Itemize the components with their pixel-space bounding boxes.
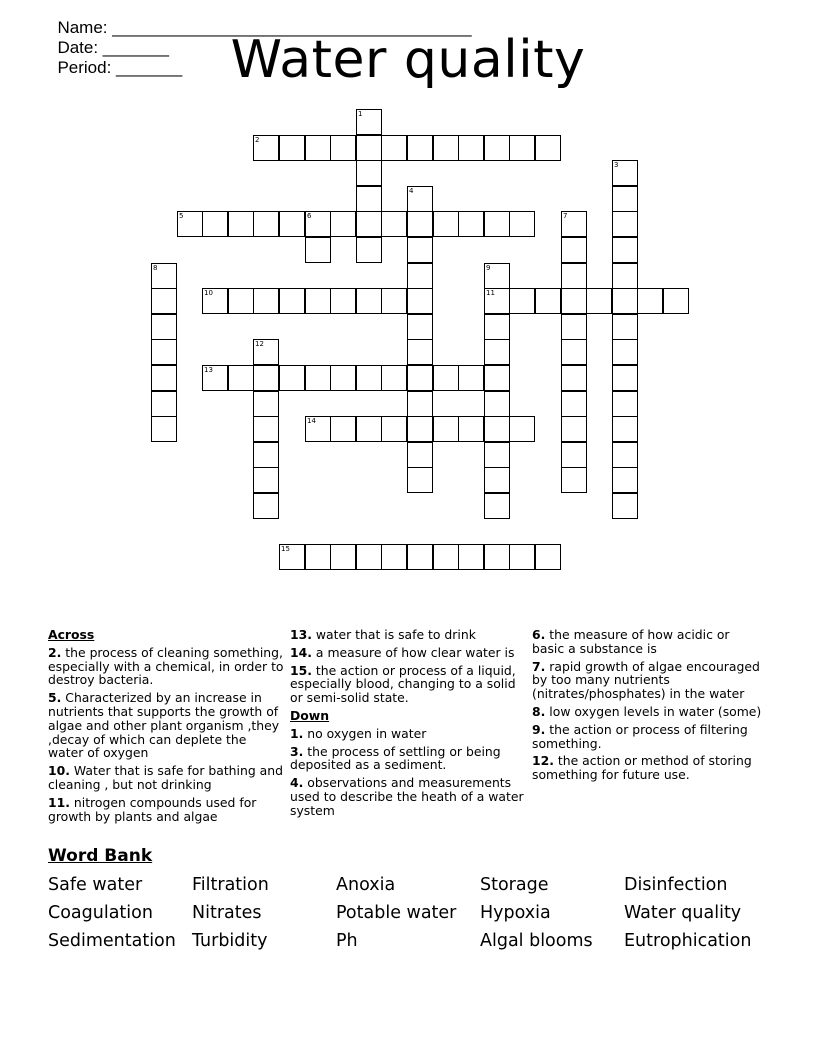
word-bank	[48, 874, 788, 953]
crossword-cell[interactable]	[381, 416, 407, 442]
crossword-cell[interactable]	[202, 211, 228, 237]
crossword-cell[interactable]	[356, 135, 382, 161]
crossword-cell[interactable]	[458, 416, 484, 442]
clue-number: 11	[486, 289, 495, 297]
crossword-cell[interactable]	[253, 365, 279, 391]
crossword-cell[interactable]	[561, 365, 587, 391]
crossword-cell[interactable]	[356, 237, 382, 263]
across-heading: Across	[48, 627, 95, 642]
clue-down-3: 3. the process of settling or being deposited as a sediment.	[290, 743, 501, 773]
clue-down-1: 1. no oxygen in water	[290, 725, 427, 741]
crossword-cell[interactable]	[612, 288, 638, 314]
crossword-cell[interactable]	[612, 263, 638, 289]
clue-across-10: 10. Water that is safe for bathing and cleaning , but not drinking	[48, 763, 283, 792]
crossword-cell[interactable]	[330, 365, 356, 391]
clue-number: 5	[179, 212, 184, 220]
crossword-cell[interactable]	[330, 288, 356, 314]
clue-down-6: 6. the measure of how acidic or basic a substance is	[532, 627, 730, 656]
crossword-cell[interactable]	[484, 493, 510, 519]
crossword-cell[interactable]	[228, 365, 254, 391]
clue-down-12: 12. the action or method of storing something for future use.	[532, 753, 752, 783]
word-bank-item: Eutrophication	[624, 931, 752, 951]
crossword-cell[interactable]	[484, 442, 510, 468]
crossword-cell[interactable]	[151, 416, 177, 442]
word-bank-item: Water quality	[624, 903, 742, 923]
crossword-cell[interactable]	[151, 339, 177, 365]
word-bank-item: Anoxia	[336, 875, 396, 895]
crossword-cell[interactable]	[253, 211, 279, 237]
word-bank-item: Ph	[336, 931, 358, 951]
crossword-cell[interactable]	[561, 263, 587, 289]
crossword-cell[interactable]	[381, 211, 407, 237]
crossword-cell[interactable]	[253, 467, 279, 493]
clue-across-14: 14. a measure of how clear water is	[290, 644, 515, 660]
crossword-cell[interactable]	[253, 416, 279, 442]
crossword-cell[interactable]	[561, 416, 587, 442]
clue-number: 15	[281, 545, 290, 553]
crossword-cell[interactable]	[458, 211, 484, 237]
crossword-cell[interactable]	[637, 288, 663, 314]
crossword-cell[interactable]	[228, 288, 254, 314]
crossword-cell[interactable]	[433, 135, 459, 161]
page-title: Water quality	[230, 30, 586, 90]
word-bank-item: Disinfection	[624, 875, 728, 895]
crossword-cell[interactable]	[305, 288, 331, 314]
crossword-cell[interactable]	[356, 365, 382, 391]
crossword-cell[interactable]	[305, 544, 331, 570]
word-bank-title: Word Bank	[48, 846, 153, 866]
crossword-cell[interactable]	[509, 211, 535, 237]
crossword-cell[interactable]	[612, 186, 638, 212]
crossword-cell[interactable]	[561, 442, 587, 468]
clues-column-3	[532, 628, 762, 786]
crossword-cell[interactable]	[253, 391, 279, 417]
clue-number: 14	[307, 417, 316, 425]
crossword-cell[interactable]	[407, 288, 433, 314]
crossword-cell[interactable]	[407, 211, 433, 237]
clue-across-15: 15. the action or process of a liquid, especially blood, changing to a solid or semi-solid state.	[290, 662, 516, 706]
crossword-cell[interactable]	[407, 339, 433, 365]
crossword-cell[interactable]	[561, 339, 587, 365]
word-bank-item: Potable water	[336, 903, 457, 923]
crossword-cell[interactable]	[612, 442, 638, 468]
clues-column-2	[290, 628, 526, 822]
crossword-cell[interactable]	[561, 288, 587, 314]
crossword-cell[interactable]	[612, 493, 638, 519]
crossword-cell[interactable]	[356, 416, 382, 442]
crossword-cell[interactable]	[279, 211, 305, 237]
clue-number: 10	[204, 289, 213, 297]
crossword-cell[interactable]	[253, 442, 279, 468]
clue-number: 7	[563, 212, 568, 220]
crossword-cell[interactable]	[381, 288, 407, 314]
crossword-cell[interactable]	[535, 288, 561, 314]
down-heading: Down	[290, 707, 330, 723]
crossword-cell[interactable]	[484, 314, 510, 340]
crossword-cell[interactable]	[612, 211, 638, 237]
clue-number: 1	[358, 110, 363, 118]
clue-number: 8	[153, 264, 158, 272]
crossword-cell[interactable]	[612, 339, 638, 365]
crossword-cell[interactable]	[151, 365, 177, 391]
crossword-cell[interactable]	[663, 288, 689, 314]
crossword-cell[interactable]	[509, 416, 535, 442]
date-field[interactable]: Date: _______	[57, 38, 169, 57]
crossword-cell[interactable]	[356, 288, 382, 314]
crossword-cell[interactable]	[433, 211, 459, 237]
crossword-cell[interactable]	[612, 237, 638, 263]
word-bank-item: Algal blooms	[480, 931, 593, 951]
crossword-cell[interactable]	[458, 544, 484, 570]
crossword-cell[interactable]	[356, 544, 382, 570]
crossword-cell[interactable]	[253, 288, 279, 314]
crossword-cell[interactable]	[305, 237, 331, 263]
clue-down-8: 8. low oxygen levels in water (some)	[532, 703, 762, 719]
crossword-cell[interactable]	[484, 467, 510, 493]
crossword-cell[interactable]	[279, 288, 305, 314]
crossword-cell[interactable]	[509, 544, 535, 570]
clue-number: 12	[255, 340, 264, 348]
crossword-cell[interactable]	[535, 135, 561, 161]
crossword-cell[interactable]	[484, 416, 510, 442]
crossword-cell[interactable]	[407, 442, 433, 468]
crossword-cell[interactable]	[407, 365, 433, 391]
clues-column-1	[48, 628, 284, 827]
crossword-cell[interactable]	[484, 391, 510, 417]
crossword-cell[interactable]	[484, 365, 510, 391]
crossword-cell[interactable]	[330, 135, 356, 161]
crossword-cell[interactable]	[561, 237, 587, 263]
crossword-cell[interactable]	[279, 135, 305, 161]
clue-number: 4	[409, 187, 414, 195]
crossword-cell[interactable]	[407, 237, 433, 263]
crossword-cell[interactable]	[228, 211, 254, 237]
clue-across-2: 2. the process of cleaning something, especially with a chemical, in order to destroy bacteria.	[48, 644, 284, 688]
crossword-cell[interactable]	[535, 544, 561, 570]
clue-number: 2	[255, 136, 260, 144]
crossword-cell[interactable]	[612, 467, 638, 493]
crossword-cell[interactable]	[407, 544, 433, 570]
clue-number: 3	[614, 161, 619, 169]
crossword-cell[interactable]	[458, 365, 484, 391]
crossword-cell[interactable]	[330, 211, 356, 237]
crossword-cell[interactable]	[612, 416, 638, 442]
word-bank-item: Filtration	[192, 875, 269, 895]
crossword-cell[interactable]	[356, 160, 382, 186]
clue-number: 6	[307, 212, 312, 220]
clue-down-7: 7. rapid growth of algae encouraged by too many nutrients (nitrates/phosphates) in the water	[532, 658, 760, 702]
name-field[interactable]: Name: ______________________________________	[57, 18, 472, 37]
word-bank-item: Safe water	[48, 875, 143, 895]
crossword-cell[interactable]	[407, 391, 433, 417]
crossword-cell[interactable]	[484, 135, 510, 161]
crossword-cell[interactable]	[305, 135, 331, 161]
period-field[interactable]: Period: _______	[57, 58, 183, 77]
crossword-cell[interactable]	[407, 314, 433, 340]
crossword-cell[interactable]	[561, 467, 587, 493]
word-bank-item: Hypoxia	[480, 903, 551, 923]
crossword-cell[interactable]	[151, 391, 177, 417]
crossword-cell[interactable]	[305, 365, 331, 391]
crossword-cell[interactable]	[253, 493, 279, 519]
clue-down-4: 4. observations and measurements used to describe the heath of a water system	[290, 775, 524, 818]
crossword-cell[interactable]	[407, 467, 433, 493]
clue-down-9: 9. the action or process of filtering something.	[532, 721, 748, 751]
word-bank-item: Nitrates	[192, 903, 262, 923]
crossword-cell[interactable]	[484, 339, 510, 365]
crossword-cell[interactable]	[356, 211, 382, 237]
crossword-cell[interactable]	[356, 186, 382, 212]
crossword-cell[interactable]	[381, 544, 407, 570]
crossword-cell[interactable]	[381, 135, 407, 161]
crossword-cell[interactable]	[484, 544, 510, 570]
clue-across-13: 13. water that is safe to drink	[290, 627, 476, 642]
crossword-cell[interactable]	[279, 365, 305, 391]
crossword-cell[interactable]	[151, 314, 177, 340]
crossword-cell[interactable]	[612, 365, 638, 391]
crossword-cell[interactable]	[407, 135, 433, 161]
crossword-cell[interactable]	[509, 135, 535, 161]
word-bank-item: Sedimentation	[48, 931, 176, 951]
crossword-cell[interactable]	[561, 391, 587, 417]
crossword-cell[interactable]	[433, 544, 459, 570]
word-bank-item: Coagulation	[48, 903, 153, 923]
word-bank-item: Turbidity	[192, 931, 268, 951]
crossword-cell[interactable]	[151, 288, 177, 314]
crossword-cell[interactable]	[381, 365, 407, 391]
crossword-cell[interactable]	[407, 416, 433, 442]
clue-across-11: 11. nitrogen compounds used for growth by plants and algae	[48, 794, 257, 824]
crossword-cell[interactable]	[433, 365, 459, 391]
crossword-cell[interactable]	[612, 391, 638, 417]
crossword-cell[interactable]	[612, 314, 638, 340]
clue-number: 13	[204, 366, 213, 374]
crossword-cell[interactable]	[407, 263, 433, 289]
crossword-cell[interactable]	[561, 314, 587, 340]
clue-across-5: 5. Characterized by an increase in nutrients that supports the growth of algae and other plant organism ,they ,decay of which can deplete the water of oxygen	[48, 690, 280, 761]
crossword-cell[interactable]	[484, 211, 510, 237]
crossword-cell[interactable]	[330, 416, 356, 442]
crossword-cell[interactable]	[330, 544, 356, 570]
word-bank-item: Storage	[480, 875, 549, 895]
crossword-cell[interactable]	[433, 416, 459, 442]
crossword-cell[interactable]	[458, 135, 484, 161]
crossword-cell[interactable]	[509, 288, 535, 314]
crossword-cell[interactable]	[586, 288, 612, 314]
clue-number: 9	[486, 264, 491, 272]
